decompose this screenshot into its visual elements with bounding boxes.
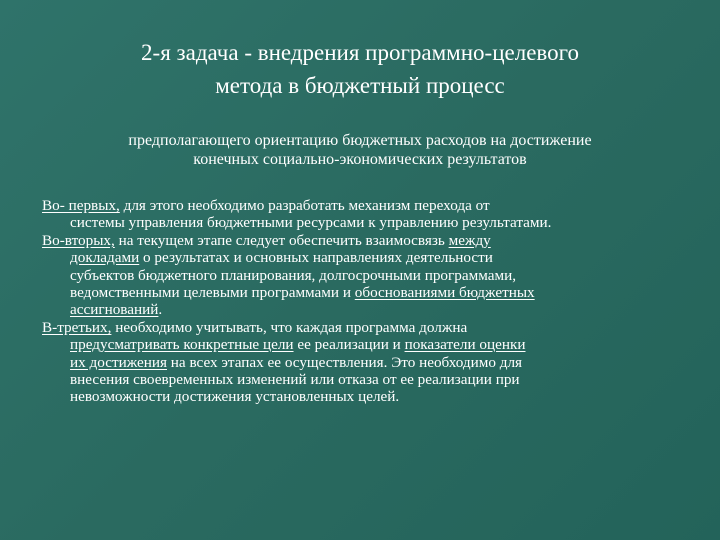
paragraph-line bbox=[42, 336, 692, 353]
subtitle-line-2: конечных социально-экономических результатов bbox=[193, 151, 527, 168]
underlined-segment: между bbox=[448, 231, 491, 249]
paragraph-first bbox=[42, 197, 692, 232]
paragraph-line: невозможности достижения установленных целей. bbox=[70, 388, 400, 406]
underlined-segment: ассигнований bbox=[70, 301, 159, 319]
underlined-segment: их достижения bbox=[70, 353, 167, 371]
paragraph-line bbox=[42, 249, 692, 266]
title-line-1: 2-я задача - внедрения программно-целевого bbox=[141, 40, 579, 65]
slide-body bbox=[42, 197, 692, 406]
subtitle-line-1: предполагающего ориентацию бюджетных расходов на достижение bbox=[128, 132, 592, 149]
text-segment: для этого необходимо разработать механизм перехода от bbox=[119, 197, 490, 214]
lead-second: Во-вторых, bbox=[42, 231, 115, 249]
underlined-segment: показатели оценки bbox=[404, 336, 526, 354]
lead-third: В-третьих, bbox=[42, 318, 112, 336]
paragraph-line bbox=[42, 232, 692, 249]
paragraph-line bbox=[42, 301, 692, 318]
slide-title bbox=[60, 36, 660, 102]
paragraph-line: субъектов бюджетного планирования, долгосрочными программами, bbox=[70, 266, 516, 284]
underlined-segment: докладами bbox=[70, 249, 140, 267]
paragraph-third bbox=[42, 319, 692, 406]
text-segment: на всех этапах ее осуществления. Это необходимо для bbox=[167, 353, 523, 371]
title-line-2: метода в бюджетный процесс bbox=[215, 73, 505, 98]
text-segment: необходимо учитывать, что каждая программа должна bbox=[111, 318, 468, 336]
text-segment: о результатах и основных направлениях деятельности bbox=[139, 249, 493, 267]
paragraph-line bbox=[42, 319, 692, 336]
lead-first: Во- первых, bbox=[42, 197, 120, 214]
underlined-segment: предусматривать конкретные цели bbox=[70, 336, 294, 354]
text-segment: ведомственными целевыми программами и bbox=[70, 284, 355, 302]
text-segment: . bbox=[158, 301, 163, 319]
text-segment: на текущем этапе следует обеспечить взаимосвязь bbox=[114, 231, 449, 249]
paragraph-line bbox=[42, 354, 692, 371]
paragraph-line: системы управления бюджетными ресурсами к управлению результатами. bbox=[70, 214, 552, 232]
paragraph-line bbox=[42, 197, 692, 214]
paragraph-line bbox=[42, 284, 692, 301]
underlined-segment: обоснованиями бюджетных bbox=[354, 284, 535, 302]
paragraph-second bbox=[42, 232, 692, 319]
slide-subtitle bbox=[40, 131, 680, 169]
paragraph-line: внесения своевременных изменений или отказа от ее реализации при bbox=[70, 371, 520, 389]
text-segment: ее реализации и bbox=[293, 336, 405, 354]
